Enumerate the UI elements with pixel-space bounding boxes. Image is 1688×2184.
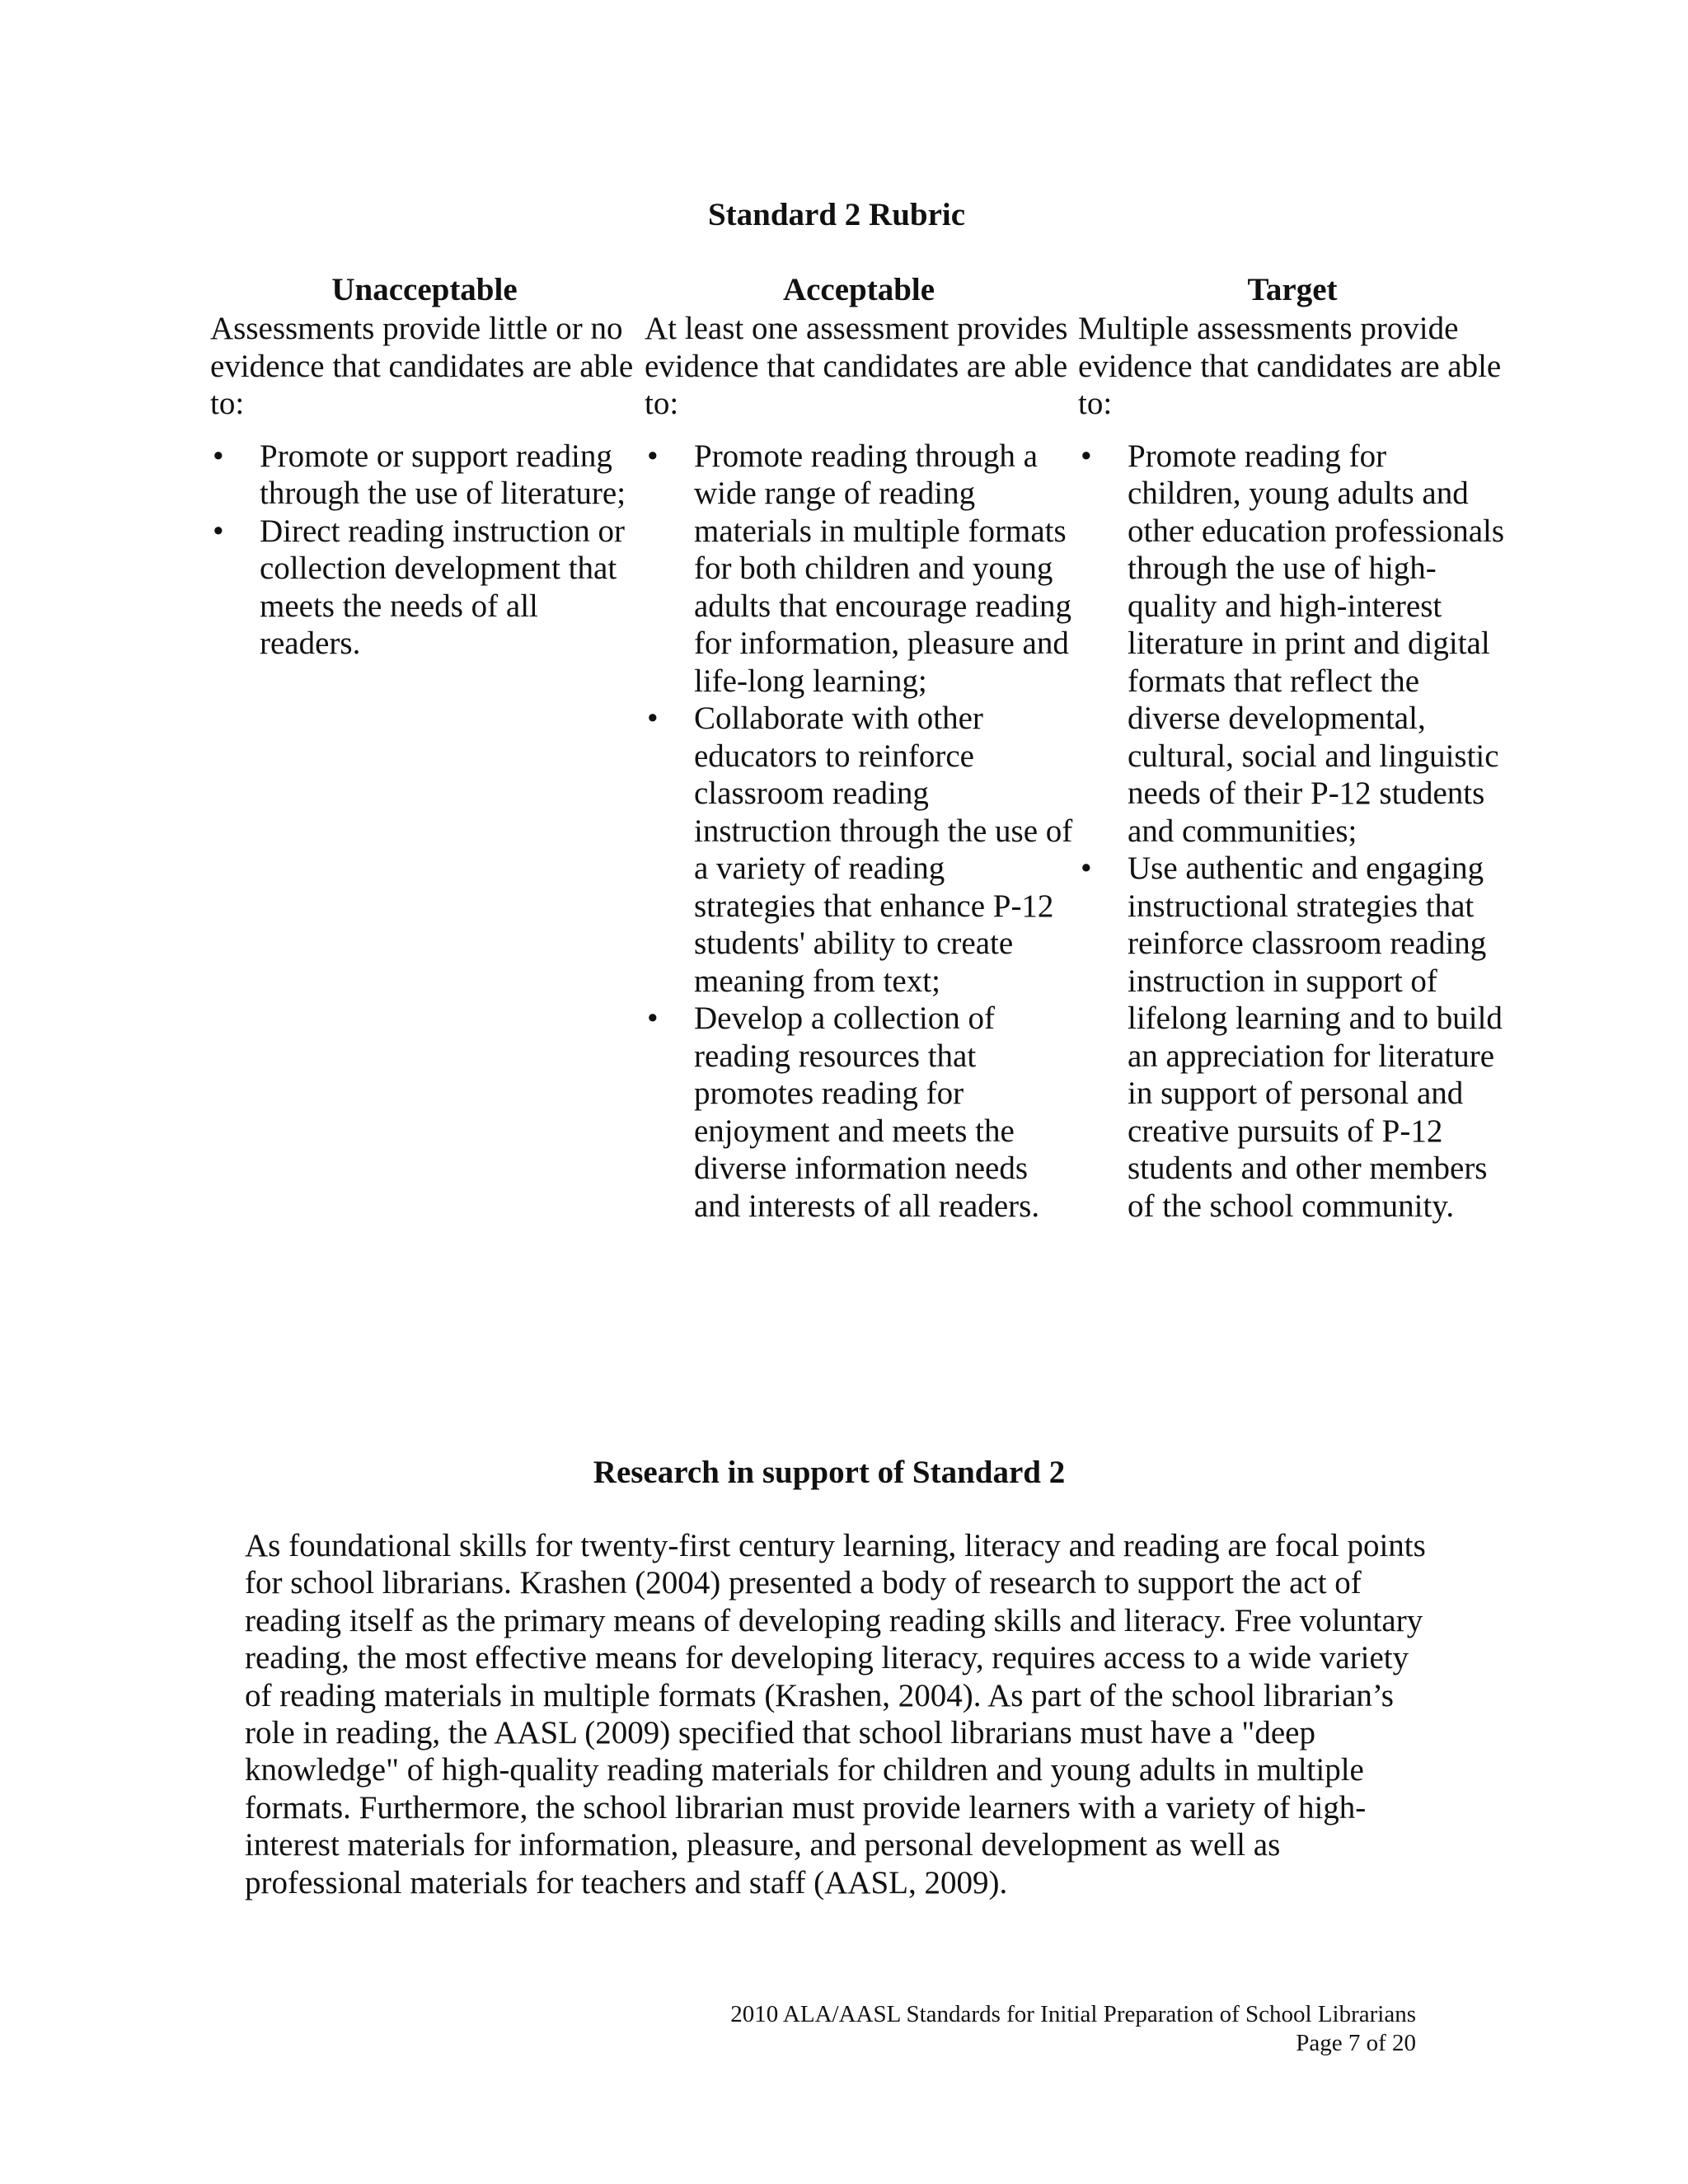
list-item-text: Promote reading through a wide range of reading materials in multiple formats for both children and young adults that encourage reading for information, pleasure and life-long learning;: [694, 438, 1072, 699]
research-title: Research in support of Standard 2: [593, 1455, 1066, 1490]
list-item-text: Direct reading instruction or collection development that meets the needs of all readers.: [260, 513, 625, 661]
list-item: [645, 700, 1073, 1000]
footer-document-title: 2010 ALA/AASL Standards for Initial Preparation of School Librarians: [730, 2001, 1416, 2027]
footer-page-number: Page 7 of 20: [1296, 2030, 1416, 2056]
bullet-icon: •: [647, 438, 659, 474]
column-heading: Acceptable: [782, 272, 935, 307]
bullet-icon: •: [647, 1001, 659, 1036]
bullet-icon: •: [647, 701, 659, 736]
bullet-icon: •: [1081, 851, 1092, 886]
list-item: [1078, 438, 1507, 851]
list-item-text: Collaborate with other educators to reinforce classroom reading instruction through the use of a variety of reading strategies that enhance P-12 students' ability to create meaning from text;: [694, 701, 1073, 999]
column-heading: Unacceptable: [331, 272, 518, 307]
rubric-column-unacceptable: [210, 270, 639, 663]
bullet-list: [645, 438, 1073, 1226]
list-item-text: Promote or support reading through the use of literature;: [260, 438, 626, 511]
column-intro: Multiple assessments provide evidence that candidates are able to:: [1078, 311, 1502, 421]
rubric-column-acceptable: [645, 270, 1073, 1225]
column-intro: At least one assessment provides evidence that candidates are able to:: [645, 311, 1068, 421]
research-paragraph: As foundational skills for twenty-first century learning, literacy and reading are focal points for school librarians. Krashen (2004) presented a body of research to support the act of reading itself as the primary means of developing reading skills and literacy. Free voluntary reading, the most effective means for developing literacy, requires access to a wide variety of reading materials in multiple formats (Krashen, 2004). As part of the school librarian’s role in reading, the AASL (2009) specified that school librarians must have a "deep knowledge" of high-quality reading materials for children and young adults in multiple formats. Furthermore, the school librarian must provide learners with a variety of high-interest materials for information, pleasure, and personal development as well as professional materials for teachers and staff (AASL, 2009).: [245, 1528, 1426, 1900]
list-item: [1078, 850, 1507, 1225]
list-item: [210, 438, 639, 513]
list-item-text: Promote reading for children, young adults and other education professionals through the use of high-quality and high-interest literature in print and digital formats that reflect the diverse developmental, cultural, social and linguistic needs of their P-12 students and communities;: [1128, 438, 1505, 849]
bullet-list: [210, 438, 639, 663]
list-item-text: Develop a collection of reading resources that promotes reading for enjoyment and meets the diverse information needs and interests of all readers.: [694, 1001, 1040, 1224]
bullet-list: [1078, 438, 1507, 1226]
list-item: [210, 513, 639, 663]
list-item: [645, 1000, 1073, 1225]
rubric-column-target: [1078, 270, 1507, 1225]
page-footer: [427, 2000, 1416, 2058]
list-item-text: Use authentic and engaging instructional strategies that reinforce classroom reading instruction in support of lifelong learning and to build an appreciation for literature in support of personal and creative pursuits of P-12 students and other members of the school community.: [1128, 851, 1503, 1224]
column-intro: Assessments provide little or no evidence that candidates are able to:: [210, 311, 634, 421]
bullet-icon: •: [213, 513, 224, 549]
rubric-title: Standard 2 Rubric: [707, 197, 966, 232]
bullet-icon: •: [213, 438, 224, 474]
bullet-icon: •: [1081, 438, 1092, 474]
column-heading: Target: [1247, 272, 1338, 307]
list-item: [645, 438, 1073, 701]
